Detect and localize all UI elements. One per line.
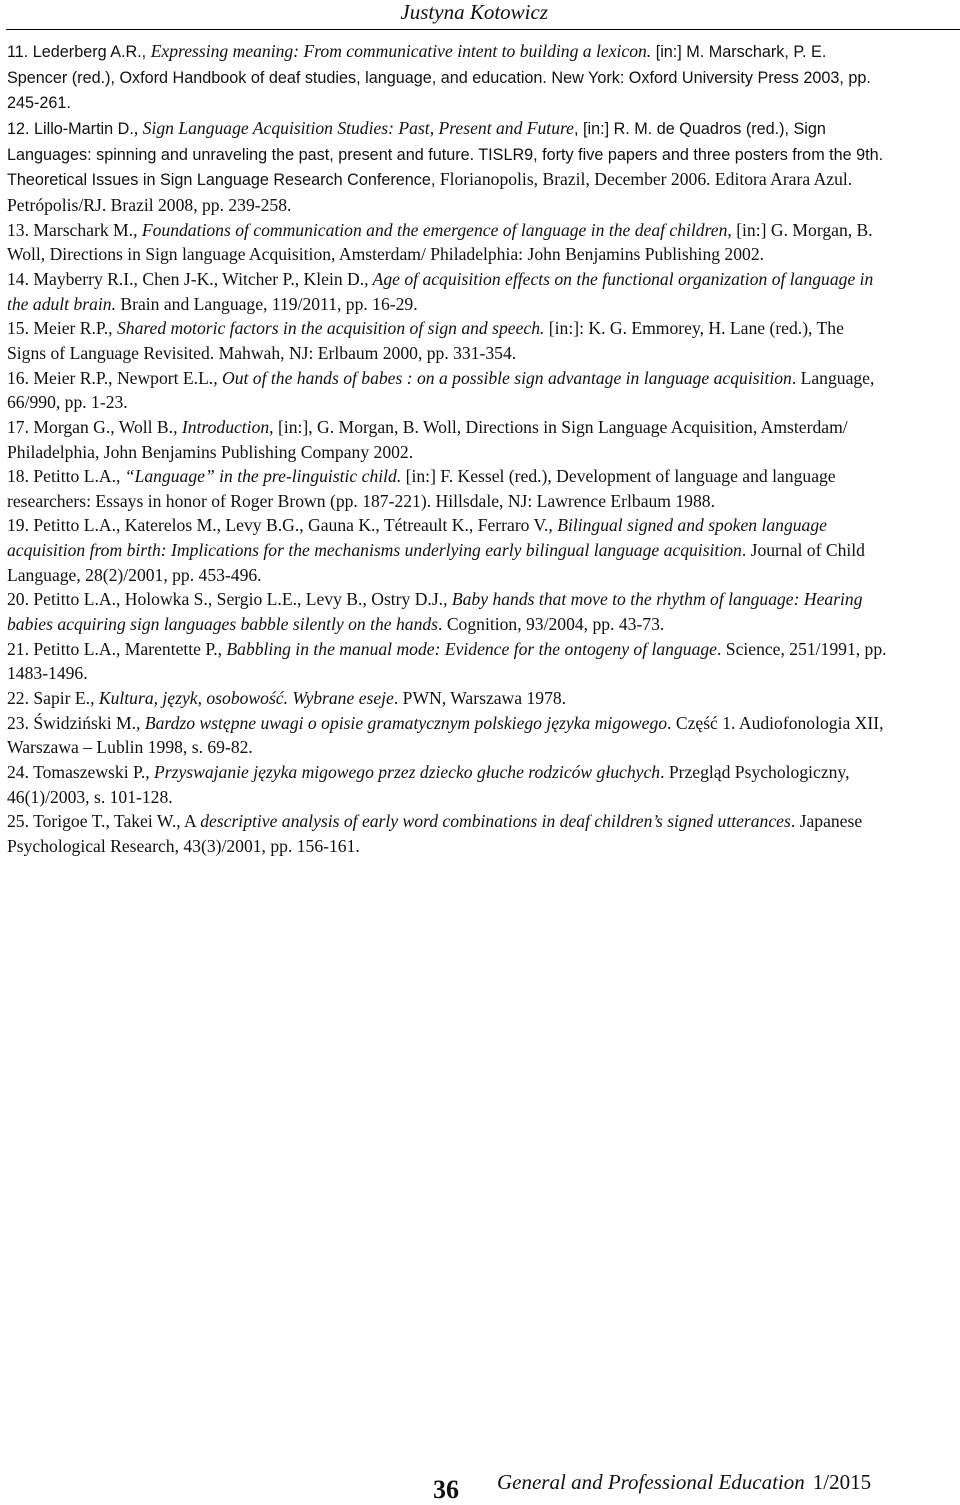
reference-text: Brain and Language, 119/2011, pp. 16-29.	[115, 293, 418, 314]
reference-text: [in:] F. Kessel (red.), Development of language and language researchers: Essays in honor of Roger Brown (pp. 187-221). Hillsdale, NJ: Lawrence Erlbaum 1988.	[7, 466, 836, 511]
reference-text: . PWN, Warszawa 1978.	[393, 688, 567, 709]
reference-title: , Foundations of communication and the emergence of language in the deaf children	[133, 219, 728, 240]
reference-title: , Kultura, język, osobowość. Wybrane eseje	[90, 688, 394, 709]
reference-title: descriptive analysis of early word combinations in deaf children’s signed utterances	[200, 811, 791, 832]
reference-text: 20. Petitto L.A., Holowka S., Sergio L.E., Levy B., Ostry D.J.	[7, 589, 444, 610]
reference-text: 22. Sapir E.	[7, 688, 91, 709]
reference-text: [in:]: K. G. Emmorey, H. Lane (red.), The Signs of Language Revisited. Mahwah, NJ: Erlbaum 2000, pp. 331-354.	[7, 318, 844, 363]
reference-text: . Science, 251/1991, pp. 1483-1496.	[7, 638, 887, 684]
reference-entry	[7, 587, 887, 636]
reference-title: Expressing meaning: From communicative intent to building a lexicon.	[150, 41, 652, 61]
page-number: 36	[433, 1475, 459, 1504]
page-footer	[433, 1466, 872, 1504]
reference-entry	[7, 316, 887, 365]
reference-entry	[7, 637, 887, 686]
reference-entry	[7, 464, 887, 513]
header-rule	[6, 29, 960, 30]
reference-text: . Language, 66/990, pp. 1-23.	[7, 367, 875, 413]
journal-issue: 1/2015	[812, 1470, 872, 1494]
reference-title: , Bardzo wstępne uwagi o opisie gramatycznym polskiego języka migowego	[136, 712, 668, 733]
reference-text: 13. Marschark M.	[7, 219, 134, 240]
reference-title: , Sign Language Acquisition Studies: Past, Present and Future	[133, 117, 574, 138]
running-header: Justyna Kotowicz	[400, 0, 548, 24]
reference-entry	[7, 218, 887, 267]
reference-text: . Cognition, 93/2004, pp. 43-73.	[438, 614, 665, 635]
reference-text: Florianopolis, Brazil, December 2006. Editora Arara Azul. Petrópolis/RJ. Brazil 2008, pp. 239-258.	[7, 169, 853, 215]
reference-entry	[7, 513, 887, 587]
reference-text: . Przegląd Psychologiczny, 46(1)/2003, s. 101-128.	[7, 762, 850, 807]
reference-title: , Introduction	[173, 416, 270, 437]
reference-title: , Bilingual signed and spoken language acquisition from birth: Implications for the mechanisms underlying early bilingual language acquisition	[7, 515, 827, 561]
reference-text: 15. Meier R.P.	[7, 318, 109, 339]
reference-text: 16. Meier R.P., Newport E.L.	[7, 367, 214, 388]
reference-entry	[7, 686, 887, 711]
reference-text: [in:] M. Marschark, P. E. Spencer (red.), Oxford Handbook of deaf studies, language, and education. New York: Oxford University Press 2003, pp. 245-261.	[7, 43, 871, 113]
reference-entry	[7, 267, 887, 316]
reference-entry	[7, 39, 887, 116]
reference-text: 25. Torigoe T., Takei W.	[7, 811, 177, 832]
reference-text: , [in:] G. Morgan, B. Woll, Directions in Sign language Acquisition, Amsterdam/ Philadelphia: John Benjamins Publishing 2002.	[7, 219, 873, 265]
reference-text: , A	[176, 811, 201, 832]
reference-entry	[7, 415, 887, 464]
reference-title: , Babbling in the manual mode: Evidence for the ontogeny of language	[217, 638, 717, 659]
reference-text: 11. Lederberg A.R.,	[7, 43, 151, 61]
reference-title: , “Language” in the pre-linguistic child.	[115, 466, 402, 487]
reference-text: . Journal of Child Language, 28(2)/2001, pp. 453-496.	[7, 540, 865, 585]
reference-title: , Age of acquisition effects on the functional organization of language in the adult brain.	[7, 268, 874, 314]
reference-entry	[7, 116, 887, 218]
reference-entry	[7, 809, 887, 858]
reference-entry	[7, 366, 887, 415]
reference-text: 23. Świdziński M.	[7, 712, 137, 733]
reference-entry	[7, 760, 887, 809]
reference-text: 24. Tomaszewski P.	[7, 762, 146, 783]
reference-title: , Baby hands that move to the rhythm of language: Hearing babies acquiring sign languages babble silently on the hands	[7, 589, 863, 635]
reference-title: , Out of the hands of babes : on a possible sign advantage in language acquisition	[213, 367, 792, 388]
reference-text: 21. Petitto L.A., Marentette P.	[7, 638, 218, 659]
reference-text: . Część 1. Audiofonologia XII, Warszawa – Lublin 1998, s. 69-82.	[7, 712, 884, 758]
reference-entry	[7, 711, 887, 760]
reference-text: , [in:], G. Morgan, B. Woll, Directions in Sign Language Acquisition, Amsterdam/ Philadelphia, John Benjamins Publishing Company 2002.	[7, 416, 848, 462]
reference-title: , Przyswajanie języka migowego przez dziecko głuche rodziców głuchych	[145, 762, 661, 783]
reference-text: 12. Lillo-Martin D.	[7, 119, 134, 138]
journal-title: General and Professional Education	[497, 1470, 805, 1494]
reference-text: 18. Petitto L.A.	[7, 466, 116, 487]
reference-text: . Japanese Psychological Research, 43(3)/2001, pp. 156-161.	[7, 811, 863, 856]
reference-text: , [in:] R. M. de Quadros (red.), Sign Languages: spinning and unraveling the past, present and future. TISLR9, forty five papers and three posters from the 9th. Theoretical Issues in Sign Language Research Conference,	[7, 119, 884, 190]
reference-text: 19. Petitto L.A., Katerelos M., Levy B.G., Gauna K., Tétreault K., Ferraro V.	[7, 515, 549, 536]
reference-list	[7, 39, 887, 859]
reference-title: , Shared motoric factors in the acquisition of sign and speech.	[108, 318, 545, 339]
reference-text: 14. Mayberry R.I., Chen J-K., Witcher P., Klein D.	[7, 268, 365, 289]
reference-text: 17. Morgan G., Woll B.	[7, 416, 174, 437]
